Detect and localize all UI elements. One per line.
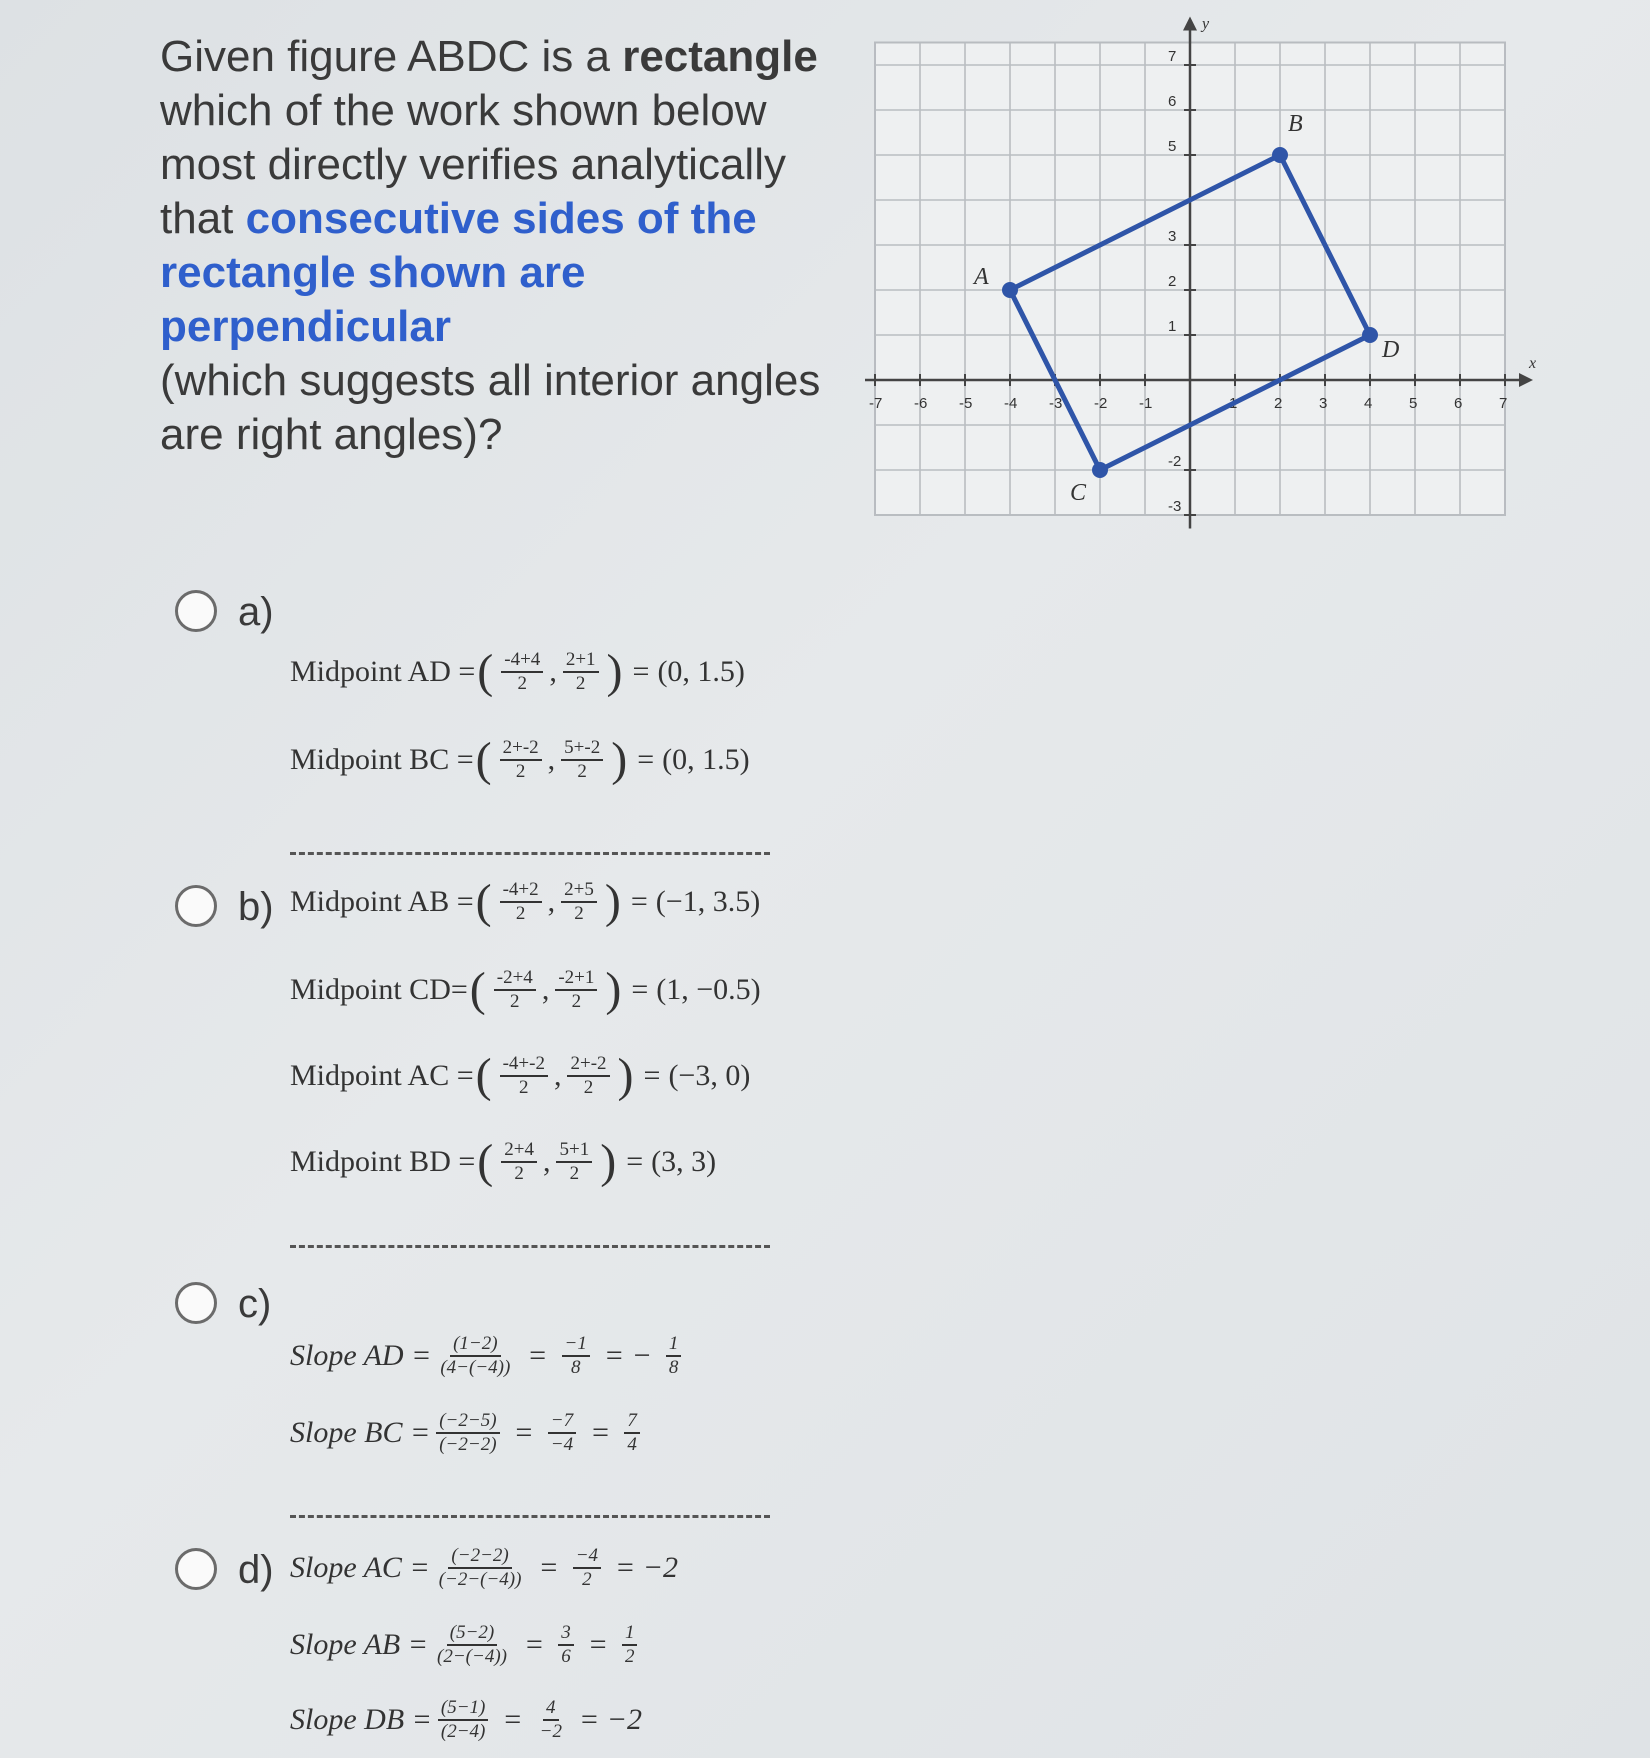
fraction	[500, 879, 542, 925]
math-result: = −2	[615, 1551, 679, 1584]
fraction-numerator: −4	[573, 1545, 601, 1569]
math-equals: =	[643, 1059, 661, 1092]
point-a	[1002, 282, 1018, 298]
fraction-numerator: 4	[543, 1697, 559, 1721]
fraction-denominator: 2	[515, 761, 526, 782]
fraction	[561, 737, 603, 783]
fraction-denominator: 2	[510, 991, 520, 1012]
fraction-numerator: 5+-2	[561, 737, 603, 761]
fraction-denominator: 2	[582, 1569, 592, 1590]
y-axis-label: y	[1202, 15, 1210, 33]
x-tick-label: -4	[1004, 395, 1018, 412]
question-highlight: consecutive sides of the	[245, 194, 757, 243]
fraction	[436, 1545, 525, 1591]
math-result: (0, 1.5)	[662, 743, 750, 776]
slope-line	[290, 1697, 650, 1743]
fraction-denominator: 8	[570, 1357, 581, 1378]
fraction-numerator: 7	[624, 1410, 640, 1434]
y-tick-label: 1	[1168, 318, 1177, 335]
x-tick-label: -1	[1139, 395, 1153, 412]
option-c-label: c)	[238, 1282, 272, 1326]
fraction	[622, 1622, 638, 1668]
x-axis-arrow-icon	[1519, 373, 1533, 387]
point-label: B	[1288, 111, 1303, 137]
option-b-label: b)	[238, 885, 274, 929]
math-symbol: (	[477, 645, 494, 698]
math-symbol: ,	[541, 973, 550, 1006]
math-label: Slope AC =	[290, 1551, 430, 1584]
fraction-denominator: 6	[561, 1646, 571, 1667]
math-equals: = −	[603, 1339, 652, 1372]
fraction-denominator: 2	[575, 673, 586, 694]
math-symbol: )	[605, 963, 622, 1016]
math-symbol: ,	[547, 743, 556, 776]
math-label: Midpoint CD=	[290, 973, 468, 1006]
math-equals: =	[523, 1628, 545, 1661]
math-result: = −2	[578, 1703, 642, 1736]
fraction	[434, 1622, 510, 1668]
math-equals: =	[513, 1416, 534, 1449]
option-d-label: d)	[238, 1548, 274, 1592]
fraction	[500, 1053, 548, 1099]
x-axis-label: x	[1529, 355, 1537, 372]
point-b	[1272, 147, 1288, 163]
math-symbol: ,	[547, 885, 556, 918]
x-tick-label: 1	[1229, 395, 1238, 412]
fraction	[563, 649, 599, 695]
fraction-denominator: 4	[627, 1434, 637, 1455]
fraction-numerator: 2+4	[501, 1139, 537, 1163]
slope-line	[290, 1333, 687, 1379]
fraction-numerator: (−2−5)	[436, 1410, 499, 1434]
math-equals: =	[527, 1339, 548, 1372]
math-symbol: )	[606, 645, 623, 698]
math-symbol: ,	[549, 655, 557, 688]
fraction	[537, 1697, 565, 1743]
fraction-denominator: (−2−2)	[439, 1434, 497, 1455]
question-bold-rectangle: rectangle	[622, 32, 818, 81]
option-divider	[290, 1515, 770, 1518]
midpoint-line	[290, 733, 750, 786]
fraction-denominator: −2	[539, 1721, 562, 1742]
point-label: D	[1382, 337, 1400, 363]
fraction	[562, 1333, 590, 1379]
option-divider	[290, 852, 770, 855]
math-symbol: (	[475, 875, 492, 928]
math-symbol: )	[611, 733, 628, 786]
fraction-denominator: (4−(−4))	[440, 1357, 511, 1378]
fraction-numerator: -2+1	[555, 967, 597, 991]
fraction-denominator: −4	[550, 1434, 574, 1455]
fraction-numerator: -4+4	[501, 649, 543, 673]
fraction-numerator: 2+-2	[500, 737, 542, 761]
y-tick-label: 6	[1168, 93, 1177, 110]
fraction-denominator: 2	[624, 1646, 635, 1667]
fraction	[558, 1622, 574, 1668]
math-result: (1, −0.5)	[656, 973, 761, 1006]
question-line: that	[160, 194, 234, 243]
fraction-denominator: 2	[515, 903, 526, 924]
math-label: Midpoint AB =	[290, 885, 474, 918]
fraction	[556, 1139, 592, 1185]
math-equals: =	[630, 885, 648, 918]
fraction	[500, 737, 542, 783]
fraction-numerator: -4+-2	[500, 1053, 548, 1077]
fraction-numerator: (1−2)	[450, 1333, 500, 1357]
fraction-denominator: 2	[517, 673, 528, 694]
y-tick-label: 2	[1168, 273, 1177, 290]
fraction-numerator: 1	[622, 1622, 638, 1646]
question-line: (which suggests all interior angles	[160, 356, 821, 405]
point-label: A	[974, 264, 989, 290]
fraction-numerator: 2+-2	[567, 1053, 609, 1077]
math-label: Midpoint AD =	[290, 655, 476, 688]
fraction-denominator: 2	[519, 1077, 529, 1098]
y-axis-arrow-icon	[1183, 17, 1197, 31]
math-symbol: (	[475, 1049, 492, 1102]
fraction-numerator: 1	[666, 1333, 682, 1357]
math-result: (3, 3)	[651, 1145, 717, 1178]
option-d-radio[interactable]	[175, 1548, 217, 1590]
fraction-denominator: 2	[577, 761, 587, 782]
midpoint-line	[290, 645, 745, 698]
math-equals: =	[637, 743, 655, 776]
y-tick-label: 7	[1168, 48, 1177, 65]
x-tick-label: -2	[1094, 395, 1108, 412]
math-label: Midpoint AC =	[290, 1059, 474, 1092]
math-label: Slope BC =	[290, 1416, 431, 1449]
x-tick-label: 3	[1319, 395, 1328, 412]
fraction-numerator: (−2−2)	[448, 1545, 511, 1569]
math-symbol: )	[600, 1135, 617, 1188]
y-tick-label: 3	[1168, 228, 1177, 245]
fraction-denominator: 2	[569, 1163, 580, 1184]
fraction	[438, 1697, 488, 1743]
midpoint-line	[290, 963, 761, 1016]
math-label: Slope AD =	[290, 1339, 432, 1372]
fraction	[437, 1333, 513, 1379]
fraction	[548, 1410, 576, 1456]
option-c-radio[interactable]	[175, 1282, 217, 1324]
point-c	[1092, 462, 1108, 478]
math-equals: =	[631, 973, 649, 1006]
math-equals: =	[590, 1416, 611, 1449]
fraction	[501, 649, 543, 695]
math-symbol: ,	[553, 1059, 562, 1092]
point-label: C	[1070, 480, 1087, 506]
slope-line	[290, 1545, 686, 1591]
math-symbol: ,	[542, 1145, 551, 1178]
fraction	[561, 879, 597, 925]
fraction-numerator: 3	[558, 1622, 574, 1646]
x-tick-label: 6	[1454, 395, 1463, 412]
fraction-numerator: (5−2)	[447, 1622, 497, 1646]
fraction-denominator: (2−4)	[440, 1721, 486, 1742]
fraction	[436, 1410, 499, 1456]
coordinate-graph	[850, 15, 1570, 550]
question-line: which of the work shown below	[160, 86, 767, 135]
question-line: most directly verifies analytically	[160, 140, 786, 189]
option-b-radio[interactable]	[175, 885, 217, 927]
fraction	[567, 1053, 609, 1099]
x-tick-label: -5	[959, 395, 973, 412]
point-d	[1362, 327, 1378, 343]
fraction-denominator: (2−(−4))	[437, 1646, 507, 1667]
fraction-denominator: (−2−(−4))	[438, 1569, 522, 1590]
fraction	[494, 967, 536, 1013]
math-label: Midpoint BC =	[290, 743, 474, 776]
y-tick-label: 5	[1168, 138, 1177, 155]
y-tick-label: -3	[1168, 498, 1182, 515]
fraction-numerator: -2+4	[494, 967, 536, 991]
fraction-denominator: 8	[668, 1357, 679, 1378]
option-divider	[290, 1245, 770, 1248]
fraction	[573, 1545, 601, 1591]
y-tick-label: -2	[1168, 453, 1182, 470]
math-label: Midpoint BD =	[290, 1145, 476, 1178]
fraction-denominator: 2	[571, 991, 582, 1012]
math-label: Slope AB =	[290, 1628, 429, 1661]
slope-line	[290, 1410, 646, 1456]
x-tick-label: 2	[1274, 395, 1283, 412]
math-symbol: (	[475, 733, 492, 786]
midpoint-line	[290, 1135, 717, 1188]
math-equals: =	[502, 1703, 523, 1736]
question-line: Given figure ABDC is a	[160, 32, 610, 81]
fraction	[624, 1410, 640, 1456]
math-equals: =	[632, 655, 650, 688]
math-label: Slope DB =	[290, 1703, 432, 1736]
fraction-numerator: −1	[562, 1333, 590, 1357]
midpoint-line	[290, 1049, 751, 1102]
math-symbol: )	[617, 1049, 634, 1102]
fraction	[555, 967, 597, 1013]
fraction-denominator: 2	[583, 1077, 594, 1098]
fraction	[501, 1139, 537, 1185]
math-equals: =	[626, 1145, 644, 1178]
x-tick-label: -6	[914, 395, 928, 412]
question-highlight: rectangle shown are perpendicular	[160, 248, 586, 351]
math-equals: =	[587, 1628, 608, 1661]
option-a-label: a)	[238, 590, 274, 634]
math-result: (0, 1.5)	[657, 655, 745, 688]
math-symbol: (	[469, 963, 486, 1016]
x-tick-label: -7	[869, 395, 883, 412]
x-tick-label: 7	[1499, 395, 1508, 412]
fraction-numerator: (5−1)	[438, 1697, 488, 1721]
math-equals: =	[538, 1551, 559, 1584]
question-text	[160, 30, 840, 462]
math-symbol: )	[604, 875, 621, 928]
fraction-numerator: 5+1	[556, 1139, 592, 1163]
fraction-denominator: 2	[514, 1163, 524, 1184]
math-symbol: (	[477, 1135, 494, 1188]
fraction-numerator: -4+2	[500, 879, 542, 903]
midpoint-line	[290, 875, 761, 928]
question-line: are right angles)?	[160, 410, 503, 459]
fraction-numerator: 2+5	[561, 879, 597, 903]
math-result: (−3, 0)	[668, 1059, 751, 1092]
math-result: (−1, 3.5)	[655, 885, 761, 918]
fraction-denominator: 2	[574, 903, 584, 924]
fraction	[666, 1333, 682, 1379]
fraction-numerator: −7	[548, 1410, 576, 1434]
fraction-numerator: 2+1	[563, 649, 599, 673]
slope-line	[290, 1622, 643, 1668]
x-tick-label: 4	[1364, 395, 1373, 412]
option-a-radio[interactable]	[175, 590, 217, 632]
x-tick-label: 5	[1409, 395, 1418, 412]
x-tick-label: -3	[1049, 395, 1063, 412]
